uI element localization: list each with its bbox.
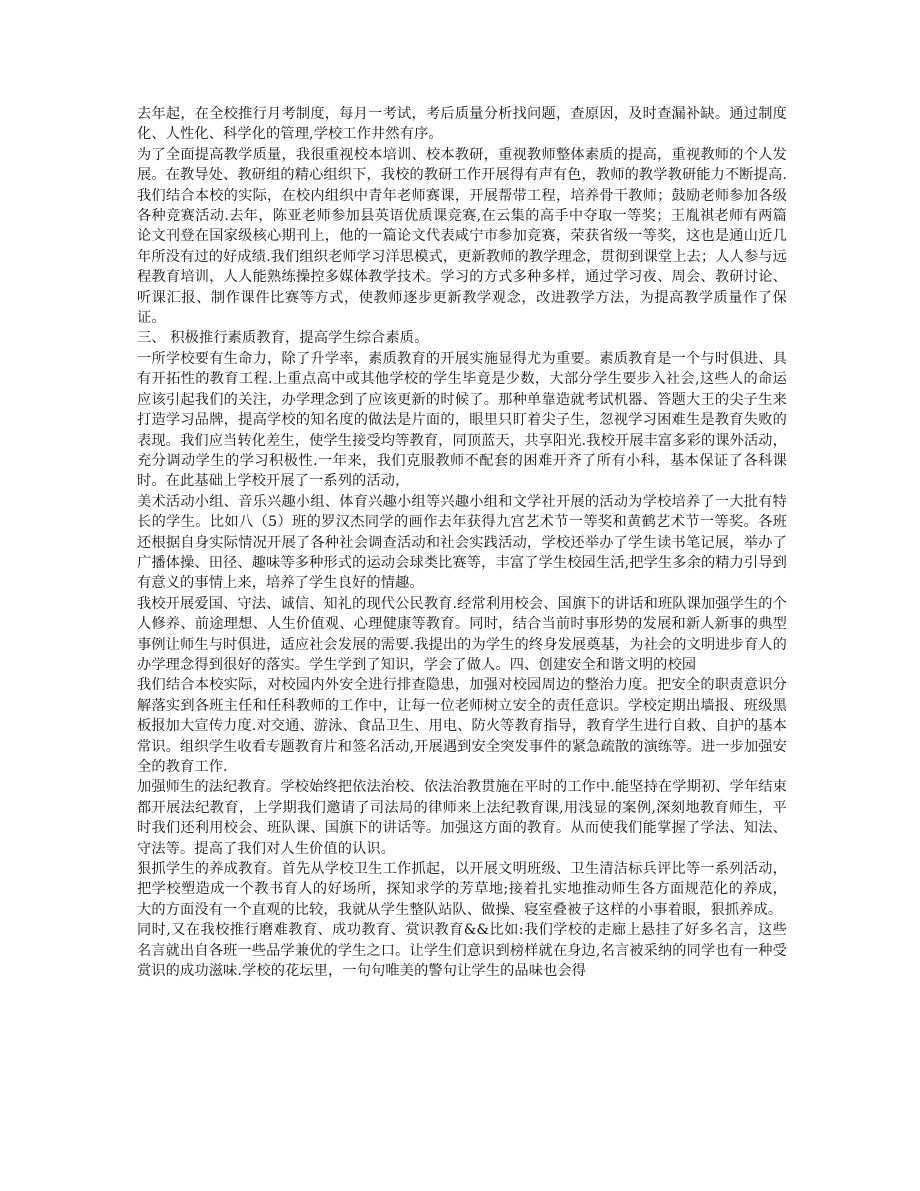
paragraph-interest-groups: 美术活动小组、音乐兴趣小组、体育兴趣小组等兴趣小组和文学社开展的活动为学校培养了一大批有特长的学生。比如八（5）班的罗汉杰同学的画作去年获得九宫艺术节一等奖和黄鹤艺术节一等奖。各班还根据自身实际情况开展了各种社会调查活动和社会实践活动，学校还举办了学生读书笔记展，举办了广播体操、田径、趣味等多种形式的运动会球类比赛等，丰富了学生校园生活,把学生多余的精力引导到有意义的事情上来，培养了学生良好的情趣。 [137,493,787,592]
paragraph-habit-education: 狠抓学生的养成教育。首先从学校卫生工作抓起，以开展文明班级、卫生清洁标兵评比等一系列活动，把学校塑造成一个教书育人的好场所，探知求学的芳草地;接着扎实地推动师生各方面规范化的养成，大的方面没有一个直观的比较，我就从学生整队站队、做操、寝室叠被子这样的小事着眼，狠抓养成。 [137,861,787,918]
paragraph-hardship-education: 同时,又在我校推行磨难教育、成功教育、赏识教育&&比如:我们学校的走廊上悬挂了好多名言，这些名言就出自各班一些品学兼优的学生之口。让学生们意识到榜样就在身边,名言被采纳的同学也有一种受赏识的成功滋味.学校的花坛里，一句句唯美的警句让学生的品味也会得 [137,922,787,980]
paragraph-monthly-exam: 去年起，在全校推行月考制度，每月一考试，考后质量分析找问题，查原因，及时查漏补缺。通过制度化、人性化、科学化的管理,学校工作井然有序。 [137,106,787,143]
paragraph-campus-safety: 我们结合本校实际，对校园内外安全进行排查隐患，加强对校园周边的整治力度。把安全的职责意识分解落实到各班主任和任科教师的工作中，让每一位老师树立安全的责任意识。学校定期出墙报、班级黑板报加大宣传力度.对交通、游泳、食品卫生、用电、防火等教育指导，教育学生进行自救、自护的基本常识。组织学生收看专题教育片和签名活动,开展遇到安全突发事件的紧急疏散的演练等。进一步加强安全的教育工作. [137,677,787,775]
paragraph-teacher-development: 为了全面提高教学质量，我很重视校本培训、校本教研，重视教师整体素质的提高，重视教师的个人发展。在教导处、教研组的精心组织下，我校的教研工作开展得有声有色，教师的教学教研能力不断提高.我们结合本校的实际，在校内组织中青年老师赛课，开展帮带工程，培养骨干教师；鼓励老师参加各级各种竞赛活动.去年，陈亚老师参加县英语优质课竞赛,在云集的高手中夺取一等奖；王胤祺老师有两篇论文刊登在国家级核心期刊上，他的一篇论文代表咸宁市参加竞赛，荣获省级一等奖，这也是通山近几年所没有过的好成绩.我们组织老师学习洋思模式，更新教师的教学理念，贯彻到课堂上去；人人参与远程教育培训，人人能熟练操控多媒体教学技术。学习的方式多种多样，通过学习夜、周会、教研讨论、听课汇报、制作课件比赛等方式，使教师逐步更新教学观念，改进教学方法，为提高教学质量作了保证。 [137,146,787,327]
paragraph-citizen-education: 我校开展爱国、守法、诚信、知礼的现代公民教育.经常利用校会、国旗下的讲话和班队课加强学生的个人修养、前途理想、人生价值观、心理健康等教育。同时，结合当前时事形势的发展和新人新事的典型事例让师生与时俱进，适应社会发展的需要.我提出的为学生的终身发展奠基，为社会的文明进步育人的办学理念得到很好的落实。学生学到了知识，学会了做人。四、创建安全和谐文明的校园 [137,595,787,673]
paragraph-quality-education: 一所学校要有生命力，除了升学率，素质教育的开展实施显得尤为重要。素质教育是一个与时俱进、具有开拓性的教育工程.上重点高中或其他学校的学生毕竟是少数，大部分学生要步入社会,这些人的命运应该引起我们的关注，办学理念到了应该更新的时候了。那种单靠造就考试机器、答题大王的尖子生来打造学习品牌，提高学校的知名度的做法是片面的，眼里只盯着尖子生，忽视学习困难生是教育失败的表现。我们应当转化差生，使学生接受均等教育，同顶蓝天，共享阳光.我校开展丰富多彩的课外活动，充分调动学生的学习积极性.一年来，我们克服教师不配套的困难开齐了所有小科，基本保证了各科课时。在此基础上学校开展了一系列的活动， [137,350,787,490]
section-heading-quality-education: 三、 积极推行素质教育，提高学生综合素质。 [137,330,429,347]
paragraph-legal-education: 加强师生的法纪教育。学校始终把依法治校、依法治教贯施在平时的工作中.能坚持在学期初、学年结束都开展法纪教育，上学期我们邀请了司法局的律师来上法纪教育课,用浅显的案例,深刻地教育师生，平时我们还利用校会、班队课、国旗下的讲话等。加强这方面的教育。从而使我们能掌握了学法、知法、守法等。提高了我们对人生价值的认识。 [137,779,787,857]
document-body [137,104,787,981]
